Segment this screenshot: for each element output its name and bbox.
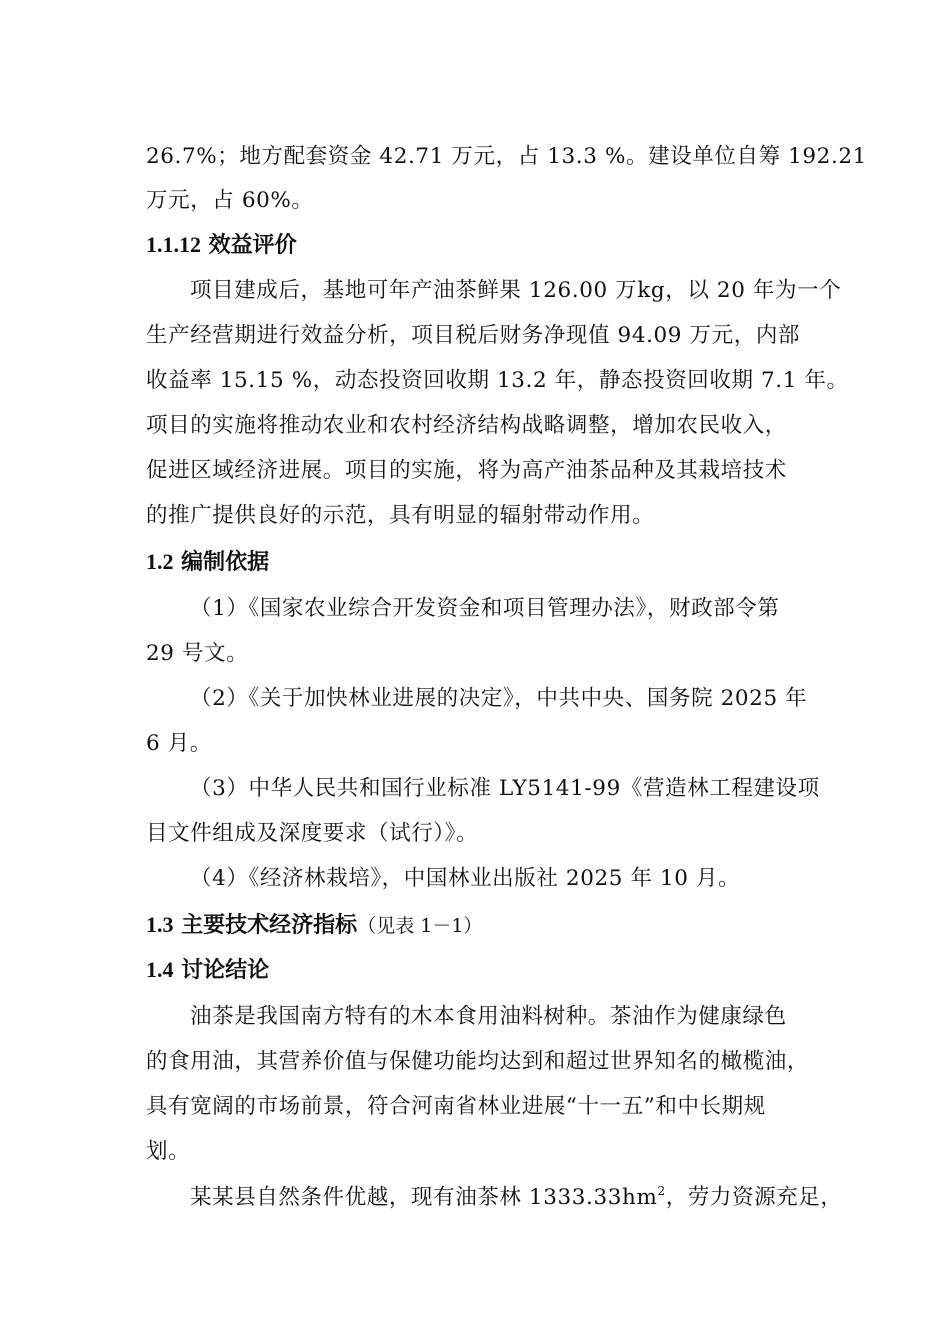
- reference-item: （4）《经济林栽培》，中国林业出版社 2025 年 10 月。: [190, 866, 741, 891]
- section-title: 效益评价: [208, 233, 297, 258]
- reference-item-cont: 6 月。: [146, 731, 212, 756]
- paragraph-line: 划。: [146, 1139, 191, 1164]
- section-title: 主要技术经济指标: [181, 913, 358, 938]
- superscript: 2: [657, 1184, 666, 1198]
- section-number: 1.4: [146, 957, 174, 982]
- section-heading-1-4: [146, 955, 269, 986]
- text-segment: 某某县自然条件优越，现有油茶林 1333.33hm: [190, 1185, 658, 1210]
- section-number: 1.1.12: [146, 232, 201, 257]
- reference-item: （1）《国家农业综合开发资金和项目管理办法》，财政部令第: [190, 596, 780, 621]
- paragraph-line: 生产经营期进行效益分析，项目税后财务净现值 94.09 万元，内部: [146, 323, 801, 348]
- reference-item-cont: 29 号文。: [146, 641, 249, 666]
- paragraph-line: 具有宽阔的市场前景，符合河南省林业进展“十一五”和中长期规: [146, 1094, 766, 1119]
- paragraph-line: 项目建成后，基地可年产油茶鲜果 126.00 万kg，以 20 年为一个: [190, 278, 842, 303]
- section-number: 1.2: [146, 549, 174, 574]
- paragraph-line: 的推广提供良好的示范，具有明显的辐射带动作用。: [146, 503, 655, 528]
- text-segment: ，劳力资源充足，: [665, 1185, 843, 1210]
- reference-item: （3）中华人民共和国行业标准 LY5141-99《营造林工程建设项: [190, 776, 820, 801]
- paragraph-line: 的食用油，其营养价值与保健功能均达到和超过世界知名的橄榄油，: [146, 1049, 810, 1074]
- paragraph-line: 促进区域经济进展。项目的实施，将为高产油茶品种及其栽培技术: [146, 458, 787, 483]
- paragraph-line: 收益率 15.15 %，动态投资回收期 13.2 年，静态投资回收期 7.1 年。: [146, 368, 849, 393]
- table-reference-note: （见表 1－1）: [357, 915, 483, 937]
- section-title: 讨论结论: [181, 958, 270, 983]
- section-heading-1-2: [146, 547, 269, 578]
- reference-item-cont: 目文件组成及深度要求（试行）》。: [146, 821, 479, 846]
- paragraph-line: 油茶是我国南方特有的木本食用油料树种。茶油作为健康绿色: [190, 1004, 787, 1029]
- section-heading-1-1-12: [146, 230, 297, 261]
- section-title: 编制依据: [181, 550, 270, 575]
- reference-item: （2）《关于加快林业进展的决定》，中共中央、国务院 2025 年: [190, 686, 808, 711]
- section-number: 1.3: [146, 912, 174, 937]
- section-heading-1-3: [146, 910, 482, 941]
- paragraph-line: [190, 1183, 843, 1213]
- paragraph-line: 项目的实施将推动农业和农村经济结构战略调整，增加农民收入，: [146, 413, 787, 438]
- paragraph-line: 26.7%；地方配套资金 42.71 万元，占 13.3 %。建设单位自筹 192.21: [146, 144, 867, 169]
- paragraph-line: 万元，占 60%。: [146, 188, 314, 213]
